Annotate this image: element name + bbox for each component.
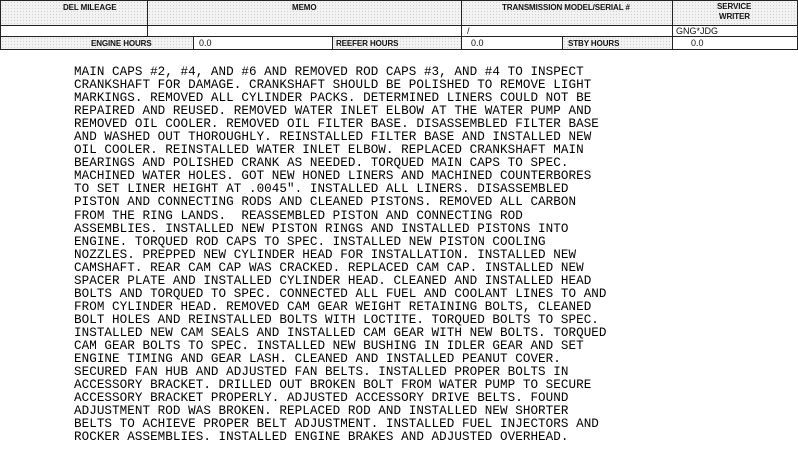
memo-line: NOZZLES. PREPPED NEW CYLINDER HEAD FOR INSTALLATION. INSTALLED NEW: [74, 247, 577, 262]
memo-line: OIL COOLER. REINSTALLED WATER INLET ELBOW. REPLACED CRANKSHAFT MAIN: [74, 143, 584, 158]
stby-hours-cell: [562, 36, 673, 50]
memo-line: CAM GEAR BOLTS TO SPEC. INSTALLED NEW BUSHING IN IDLER GEAR AND SET: [74, 338, 584, 353]
del-mileage-cell: [0, 0, 148, 26]
stby-hours-label: STBY HOURS: [568, 39, 620, 48]
memo-header-cell: [147, 0, 462, 26]
memo-line: REMOVED OIL COOLER. REMOVED OIL FILTER BASE. DISASSEMBLED FILTER BASE: [74, 117, 599, 132]
memo-line: CAMSHAFT. REAR CAM CAP WAS CRACKED. REPLACED CAM CAP. INSTALLED NEW: [74, 260, 584, 275]
transmission-value: /: [467, 26, 470, 36]
memo-line: BEARINGS AND POLISHED CRANK AS NEEDED. TORQUED MAIN CAPS TO SPEC.: [74, 156, 569, 171]
memo-label: MEMO: [292, 3, 317, 12]
reefer-hours-label: REEFER HOURS: [336, 39, 399, 48]
engine-hours-label: ENGINE HOURS: [91, 39, 152, 48]
memo-line: SPACER PLATE AND INSTALLED CYLINDER HEAD. CLEANED AND INSTALLED HEAD: [74, 273, 592, 288]
memo-line: BOLTS AND TORQUED TO SPEC. CONNECTED ALL FUEL AND COOLANT LINES TO AND: [74, 286, 607, 301]
memo-line: MAIN CAPS #2, #4, AND #6 AND REMOVED ROD CAPS #3, AND #4 TO INSPECT: [74, 65, 584, 79]
memo-line: PISTON AND CONNECTING RODS AND CLEANED PISTONS. REMOVED ALL CARBON: [74, 195, 577, 210]
stby-hours-value-cell: [672, 36, 798, 50]
memo-line: REPAIRED AND REUSED. REMOVED WATER INLET ELBOW AT THE WATER PUMP AND: [74, 104, 592, 119]
reefer-hours-value-cell: [461, 36, 563, 50]
memo-line: INSTALLED NEW CAM SEALS AND INSTALLED CAM GEAR WITH NEW BOLTS. TORQUED: [74, 325, 607, 340]
memo-line: FROM CYLINDER HEAD. REMOVED CAM GEAR WEIGHT RETAINING BOLTS, CLEANED: [74, 299, 592, 314]
reefer-hours-cell: [332, 36, 462, 50]
memo-line: ACCESSORY BRACKET PROPERLY. ADJUSTED ACCESSORY DRIVE BELTS. FOUND: [74, 391, 569, 406]
memo-line: MACHINED WATER HOLES. GOT NEW HONED LINERS AND MACHINED COUNTERBORES: [74, 169, 592, 184]
reefer-hours-value: 0.0: [471, 38, 484, 48]
memo-line: AND WASHED OUT THOROUGHLY. REINSTALLED FILTER BASE AND INSTALLED NEW: [74, 130, 592, 145]
service-writer-cell: [672, 0, 798, 26]
memo-body: [74, 66, 794, 444]
memo-line: BOLT HOLES AND REINSTALLED BOLTS WITH LOCTITE. TORQUED BOLTS TO SPEC.: [74, 312, 599, 327]
engine-hours-cell: [0, 36, 194, 50]
del-mileage-label: DEL MILEAGE: [63, 3, 117, 12]
memo-line: ASSEMBLIES. INSTALLED NEW PISTON RINGS AND INSTALLED PISTONS INTO: [74, 221, 569, 236]
memo-line: CRANKSHAFT FOR DAMAGE. CRANKSHAFT SHOULD BE POLISHED TO REMOVE LIGHT: [74, 78, 592, 93]
form-header: [0, 0, 798, 52]
engine-hours-value: 0.0: [199, 38, 212, 48]
memo-line: ENGINE TIMING AND GEAR LASH. CLEANED AND INSTALLED PEANUT COVER.: [74, 352, 561, 367]
memo-line: MARKINGS. REMOVED ALL CYLINDER PACKS. DETERMINED LINERS COULD NOT BE: [74, 91, 592, 106]
memo-line: TO SET LINER HEIGHT AT .0045". INSTALLED ALL LINERS. DISASSEMBLED: [74, 182, 569, 197]
memo-line: ENGINE. TORQUED ROD CAPS TO SPEC. INSTALLED NEW PISTON COOLING: [74, 234, 546, 249]
engine-hours-value-cell: [193, 36, 333, 50]
service-writer-value: GNG*JDG: [676, 26, 719, 36]
memo-line: ACCESSORY BRACKET. DRILLED OUT BROKEN BOLT FROM WATER PUMP TO SECURE: [74, 378, 592, 393]
service-writer-label-2: WRITER: [719, 12, 750, 21]
memo-line: FROM THE RING LANDS. REASSEMBLED PISTON AND CONNECTING ROD: [74, 208, 523, 223]
service-writer-label-1: SERVICE: [717, 2, 752, 11]
memo-line: BELTS TO ACHIEVE PROPER BELT ADJUSTMENT. INSTALLED FUEL INJECTORS AND: [74, 417, 599, 432]
transmission-label: TRANSMISSION MODEL/SERIAL #: [502, 3, 630, 12]
memo-line: ROCKER ASSEMBLIES. INSTALLED ENGINE BRAKES AND ADJUSTED OVERHEAD.: [74, 430, 569, 445]
stby-hours-value: 0.0: [691, 38, 704, 48]
memo-line: SECURED FAN HUB AND ADJUSTED FAN BELTS. INSTALLED PROPER BOLTS IN: [74, 365, 569, 380]
transmission-cell: [461, 0, 673, 26]
memo-line: ADJUSTMENT ROD WAS BROKEN. REPLACED ROD AND INSTALLED NEW SHORTER: [74, 404, 569, 419]
